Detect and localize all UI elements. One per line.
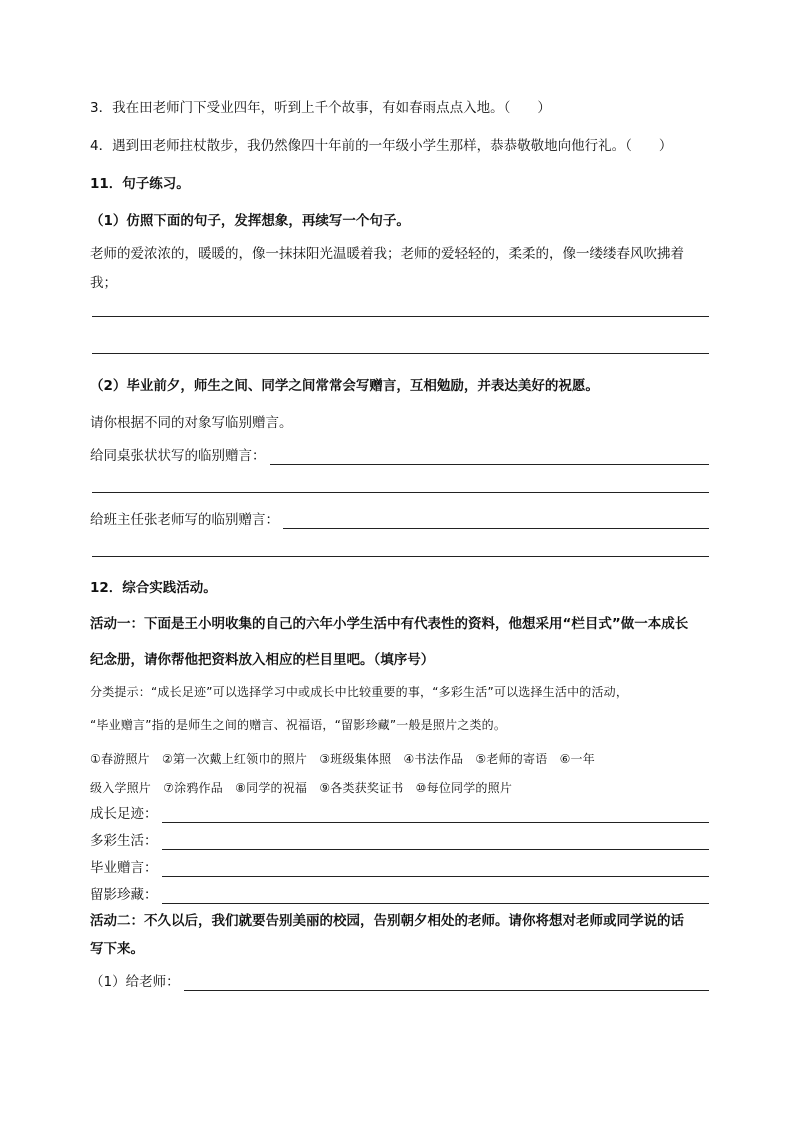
to-teacher-field[interactable] xyxy=(90,973,709,991)
deskmate-message-line[interactable] xyxy=(270,450,710,465)
category-photos-field[interactable] xyxy=(90,886,709,904)
q11-part2-instruction: （2）毕业前夕，师生之间、同学之间常常会写赠言，互相勉励，并表达美好的祝愿。 xyxy=(90,378,599,394)
category-life-line[interactable] xyxy=(162,835,710,850)
teacher-message-label: 给班主任张老师写的临别赠言： xyxy=(90,512,279,528)
to-teacher-line[interactable] xyxy=(184,976,709,991)
q10-item-3: 3．我在田老师门下受业四年，听到上千个故事，有如春雨点点入地。（ ） xyxy=(90,100,551,116)
q10-item-4: 4．遇到田老师拄杖散步，我仍然像四十年前的一年级小学生那样，恭恭敬敬地向他行礼。（ ） xyxy=(90,138,673,154)
q11-sample-sentence-line2: 我； xyxy=(90,275,117,291)
activity1-hint-line2: “毕业赠言”指的是师生之间的赠言、祝福语，“留影珍藏”一般是照片之类的。 xyxy=(90,718,507,732)
activity1-options-line1: ①春游照片 ②第一次戴上红领巾的照片 ③班级集体照 ④书法作品 ⑤老师的寄语 ⑥一年 xyxy=(90,752,595,766)
deskmate-message-field[interactable] xyxy=(90,447,709,465)
q11-answer-line-2[interactable] xyxy=(92,353,709,354)
q12-title: 12．综合实践活动。 xyxy=(90,580,217,596)
category-farewell-line[interactable] xyxy=(162,862,710,877)
teacher-message-line[interactable] xyxy=(283,514,709,529)
category-growth-label: 成长足迹： xyxy=(90,806,158,822)
q11-title: 11．句子练习。 xyxy=(90,176,190,192)
q11-part2-prompt: 请你根据不同的对象写临别赠言。 xyxy=(90,415,293,431)
q11-answer-line-1[interactable] xyxy=(92,316,709,317)
category-growth-line[interactable] xyxy=(162,808,710,823)
teacher-message-field[interactable] xyxy=(90,511,709,529)
activity1-hint-line1: 分类提示：“成长足迹”可以选择学习中或成长中比较重要的事，“多彩生活”可以选择生活中的活动， xyxy=(90,685,629,699)
deskmate-message-extra-line[interactable] xyxy=(92,492,709,493)
category-photos-line[interactable] xyxy=(162,889,710,904)
category-farewell-label: 毕业赠言： xyxy=(90,860,158,876)
category-life-label: 多彩生活： xyxy=(90,833,158,849)
activity1-options-line2: 级入学照片 ⑦涂鸦作品 ⑧同学的祝福 ⑨各类获奖证书 ⑩每位同学的照片 xyxy=(90,781,513,795)
category-life-field[interactable] xyxy=(90,832,709,850)
category-growth-field[interactable] xyxy=(90,805,709,823)
activity1-line2: 纪念册，请你帮他把资料放入相应的栏目里吧。（填序号） xyxy=(90,652,435,668)
teacher-message-extra-line[interactable] xyxy=(92,556,709,557)
deskmate-message-label: 给同桌张状状写的临别赠言： xyxy=(90,448,266,464)
category-photos-label: 留影珍藏： xyxy=(90,887,158,903)
activity2-line1: 活动二：不久以后，我们就要告别美丽的校园，告别朝夕相处的老师。请你将想对老师或同学说的话 xyxy=(90,913,684,929)
category-farewell-field[interactable] xyxy=(90,859,709,877)
q11-sample-sentence-line1: 老师的爱浓浓的，暖暖的，像一抹抹阳光温暖着我；老师的爱轻轻的，柔柔的，像一缕缕春风吹拂着 xyxy=(90,246,684,262)
activity2-line2: 写下来。 xyxy=(90,941,144,957)
q11-part1-instruction: （1）仿照下面的句子，发挥想象，再续写一个句子。 xyxy=(90,213,410,229)
to-teacher-label: （1）给老师： xyxy=(90,974,180,990)
activity1-line1: 活动一：下面是王小明收集的自己的六年小学生活中有代表性的资料，他想采用“栏目式”做一本成长 xyxy=(90,616,689,632)
